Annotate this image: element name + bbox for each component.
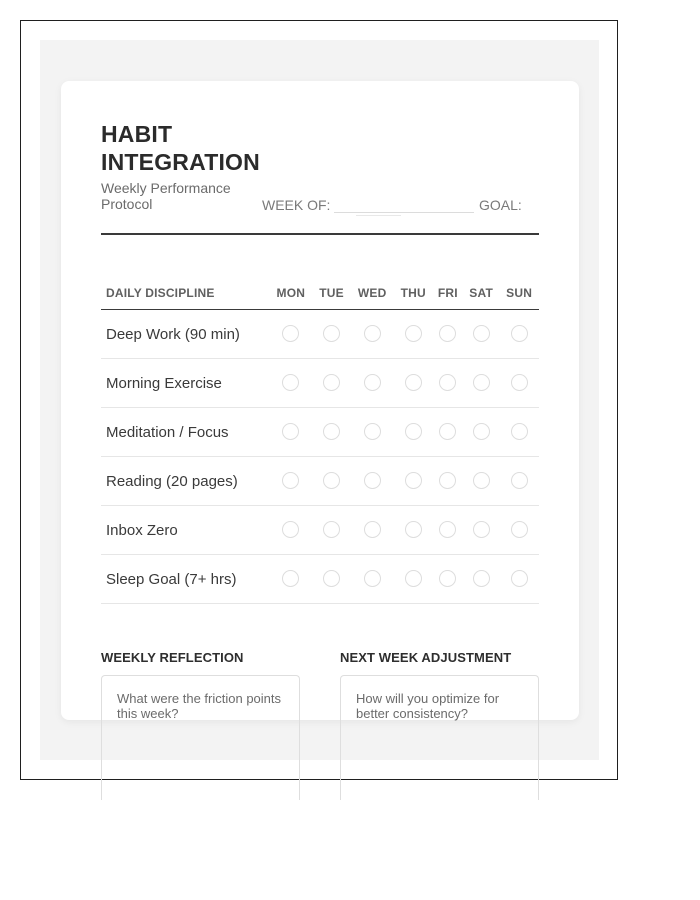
week-of-label: WEEK OF:	[262, 197, 331, 213]
checkbox-sat[interactable]	[473, 570, 490, 587]
checkbox-tue[interactable]	[323, 374, 340, 391]
checkbox-wed[interactable]	[364, 521, 381, 538]
week-of-field[interactable]	[334, 212, 474, 213]
day-cell-sun	[499, 506, 539, 555]
day-cell-sat	[463, 408, 499, 457]
checkbox-sat[interactable]	[473, 472, 490, 489]
checkbox-wed[interactable]	[364, 374, 381, 391]
checkbox-sun[interactable]	[511, 374, 528, 391]
day-cell-fri	[433, 310, 463, 359]
table-row	[101, 408, 539, 457]
checkbox-sun[interactable]	[511, 325, 528, 342]
day-cell-tue	[313, 506, 351, 555]
header-divider	[101, 233, 539, 235]
checkbox-thu[interactable]	[405, 423, 422, 440]
checkbox-wed[interactable]	[364, 325, 381, 342]
weekly-reflection-input[interactable]	[101, 675, 300, 800]
habit-name: Inbox Zero	[101, 506, 269, 555]
day-cell-wed	[350, 555, 394, 604]
checkbox-thu[interactable]	[405, 325, 422, 342]
checkbox-sun[interactable]	[511, 472, 528, 489]
day-cell-tue	[313, 408, 351, 457]
weekly-reflection-label: WEEKLY REFLECTION	[101, 650, 244, 665]
checkbox-fri[interactable]	[439, 521, 456, 538]
checkbox-sat[interactable]	[473, 374, 490, 391]
day-cell-mon	[269, 555, 313, 604]
week-of-field-underline	[356, 215, 401, 216]
page-title: HABIT INTEGRATION	[101, 121, 260, 175]
checkbox-fri[interactable]	[439, 472, 456, 489]
day-cell-sun	[499, 555, 539, 604]
subtitle-row	[101, 180, 539, 220]
day-cell-mon	[269, 457, 313, 506]
checkbox-mon[interactable]	[282, 472, 299, 489]
checkbox-sun[interactable]	[511, 423, 528, 440]
day-cell-sun	[499, 310, 539, 359]
day-cell-wed	[350, 310, 394, 359]
day-cell-mon	[269, 310, 313, 359]
habit-name: Sleep Goal (7+ hrs)	[101, 555, 269, 604]
card-header	[101, 120, 539, 220]
day-cell-sat	[463, 555, 499, 604]
day-cell-tue	[313, 310, 351, 359]
checkbox-mon[interactable]	[282, 325, 299, 342]
checkbox-tue[interactable]	[323, 521, 340, 538]
day-cell-sat	[463, 457, 499, 506]
checkbox-sun[interactable]	[511, 570, 528, 587]
checkbox-tue[interactable]	[323, 325, 340, 342]
day-cell-thu	[394, 359, 433, 408]
day-cell-fri	[433, 555, 463, 604]
day-cell-mon	[269, 506, 313, 555]
day-cell-thu	[394, 408, 433, 457]
day-cell-fri	[433, 408, 463, 457]
day-cell-thu	[394, 310, 433, 359]
page-subtitle: Weekly Performance Protocol	[101, 180, 231, 212]
checkbox-wed[interactable]	[364, 570, 381, 587]
table-row	[101, 359, 539, 408]
checkbox-mon[interactable]	[282, 423, 299, 440]
day-cell-sun	[499, 457, 539, 506]
day-cell-sun	[499, 359, 539, 408]
table-header-row	[101, 276, 539, 310]
day-cell-mon	[269, 408, 313, 457]
habit-name: Reading (20 pages)	[101, 457, 269, 506]
table-row	[101, 506, 539, 555]
day-cell-sat	[463, 310, 499, 359]
habit-name: Deep Work (90 min)	[101, 310, 269, 359]
table-row	[101, 457, 539, 506]
checkbox-thu[interactable]	[405, 521, 422, 538]
next-week-adjustment-input[interactable]	[340, 675, 539, 800]
checkbox-thu[interactable]	[405, 374, 422, 391]
day-cell-mon	[269, 359, 313, 408]
checkbox-thu[interactable]	[405, 570, 422, 587]
checkbox-sat[interactable]	[473, 325, 490, 342]
day-cell-fri	[433, 359, 463, 408]
day-cell-fri	[433, 457, 463, 506]
checkbox-tue[interactable]	[323, 570, 340, 587]
checkbox-fri[interactable]	[439, 423, 456, 440]
checkbox-mon[interactable]	[282, 374, 299, 391]
day-cell-tue	[313, 359, 351, 408]
day-cell-thu	[394, 506, 433, 555]
habit-name: Morning Exercise	[101, 359, 269, 408]
column-header-mon: MON	[269, 276, 313, 310]
day-cell-tue	[313, 555, 351, 604]
column-header-wed: WED	[350, 276, 394, 310]
day-cell-fri	[433, 506, 463, 555]
day-cell-tue	[313, 457, 351, 506]
checkbox-fri[interactable]	[439, 570, 456, 587]
day-cell-wed	[350, 457, 394, 506]
column-header-sat: SAT	[463, 276, 499, 310]
column-header-discipline: DAILY DISCIPLINE	[101, 276, 269, 310]
table-row	[101, 555, 539, 604]
checkbox-mon[interactable]	[282, 570, 299, 587]
day-cell-sat	[463, 506, 499, 555]
column-header-tue: TUE	[313, 276, 351, 310]
column-header-thu: THU	[394, 276, 433, 310]
checkbox-mon[interactable]	[282, 521, 299, 538]
checkbox-sat[interactable]	[473, 423, 490, 440]
column-header-fri: FRI	[433, 276, 463, 310]
day-cell-sat	[463, 359, 499, 408]
checkbox-wed[interactable]	[364, 472, 381, 489]
checkbox-sun[interactable]	[511, 521, 528, 538]
checkbox-fri[interactable]	[439, 374, 456, 391]
day-cell-thu	[394, 457, 433, 506]
next-week-adjustment-label: NEXT WEEK ADJUSTMENT	[340, 650, 512, 665]
table-row	[101, 310, 539, 359]
day-cell-wed	[350, 408, 394, 457]
day-cell-sun	[499, 408, 539, 457]
checkbox-sat[interactable]	[473, 521, 490, 538]
day-cell-wed	[350, 359, 394, 408]
goal-label: GOAL:	[479, 197, 522, 213]
habit-tracker-table	[101, 276, 539, 604]
day-cell-wed	[350, 506, 394, 555]
checkbox-fri[interactable]	[439, 325, 456, 342]
checkbox-tue[interactable]	[323, 423, 340, 440]
checkbox-wed[interactable]	[364, 423, 381, 440]
checkbox-tue[interactable]	[323, 472, 340, 489]
day-cell-thu	[394, 555, 433, 604]
checkbox-thu[interactable]	[405, 472, 422, 489]
column-header-sun: SUN	[499, 276, 539, 310]
habit-name: Meditation / Focus	[101, 408, 269, 457]
